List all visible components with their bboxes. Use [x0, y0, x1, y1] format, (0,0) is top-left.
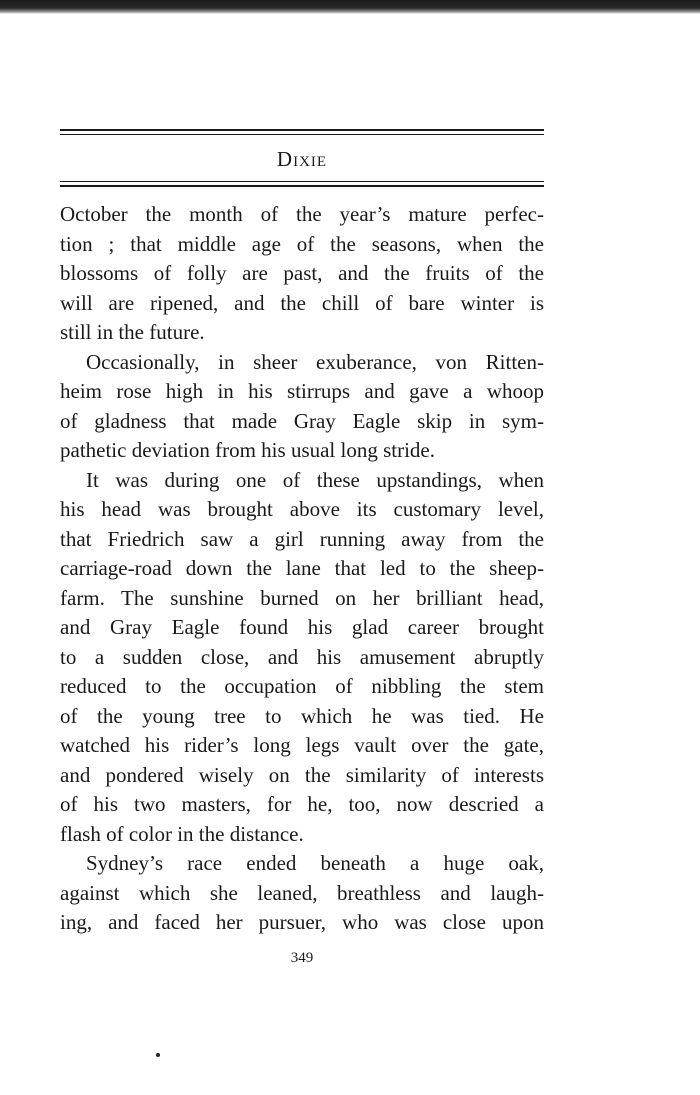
text-line: October the month of the year’s mature perfec-: [60, 202, 544, 226]
text-line: Occasionally, in sheer exuberance, von Ritten-: [86, 349, 544, 374]
text-line: of the young tree to which he was tied. He: [60, 703, 544, 728]
header-rule-bottom-thick: [60, 185, 544, 187]
text-line: will are ripened, and the chill of bare winter is: [60, 290, 544, 315]
scan-top-edge: [0, 0, 700, 14]
text-line: heim rose high in his stirrups and gave a whoop: [60, 379, 544, 403]
text-line: that Friedrich saw a girl running away from the: [60, 526, 544, 551]
text-line: farm. The sunshine burned on her brilliant head,: [60, 585, 544, 610]
text-line: against which she leaned, breathless and laugh-: [60, 880, 544, 905]
page-number: 349: [290, 950, 314, 966]
text-line: flash of color in the distance.: [60, 821, 304, 846]
text-line: tion ; that middle age of the seasons, when the: [60, 231, 544, 256]
header-rule-top-thick: [60, 129, 544, 131]
text-line: of gladness that made Gray Eagle skip in sym-: [60, 408, 544, 433]
text-line: still in the future.: [60, 320, 205, 344]
text-line: and pondered wisely on the similarity of interests: [60, 762, 544, 787]
header-rule-bottom: [60, 181, 544, 187]
text-line: reduced to the occupation of nibbling the stem: [60, 674, 544, 698]
body-text: [60, 200, 544, 938]
scan-speck: [156, 1053, 160, 1057]
header-rule-top: [60, 129, 544, 135]
running-head: Dixie: [276, 147, 328, 171]
text-line: and Gray Eagle found his glad career brought: [60, 615, 544, 639]
text-line: of his two masters, for he, too, now descried a: [60, 792, 544, 816]
header-rule-top-thin: [60, 134, 544, 135]
text-line: his head was brought above its customary level,: [60, 497, 544, 521]
text-line: ing, and faced her pursuer, who was close upon: [60, 910, 544, 934]
header-rule-bottom-thin: [60, 181, 544, 182]
text-line: Sydney’s race ended beneath a huge oak,: [86, 851, 544, 875]
text-line: carriage-road down the lane that led to the sheep-: [60, 556, 544, 580]
text-line: pathetic deviation from his usual long stride.: [60, 438, 436, 462]
text-line: to a sudden close, and his amusement abruptly: [60, 644, 544, 669]
text-line: blossoms of folly are past, and the fruits of the: [60, 261, 544, 285]
text-line: watched his rider’s long legs vault over the gate,: [60, 733, 544, 757]
text-line: It was during one of these upstandings, when: [86, 467, 544, 492]
